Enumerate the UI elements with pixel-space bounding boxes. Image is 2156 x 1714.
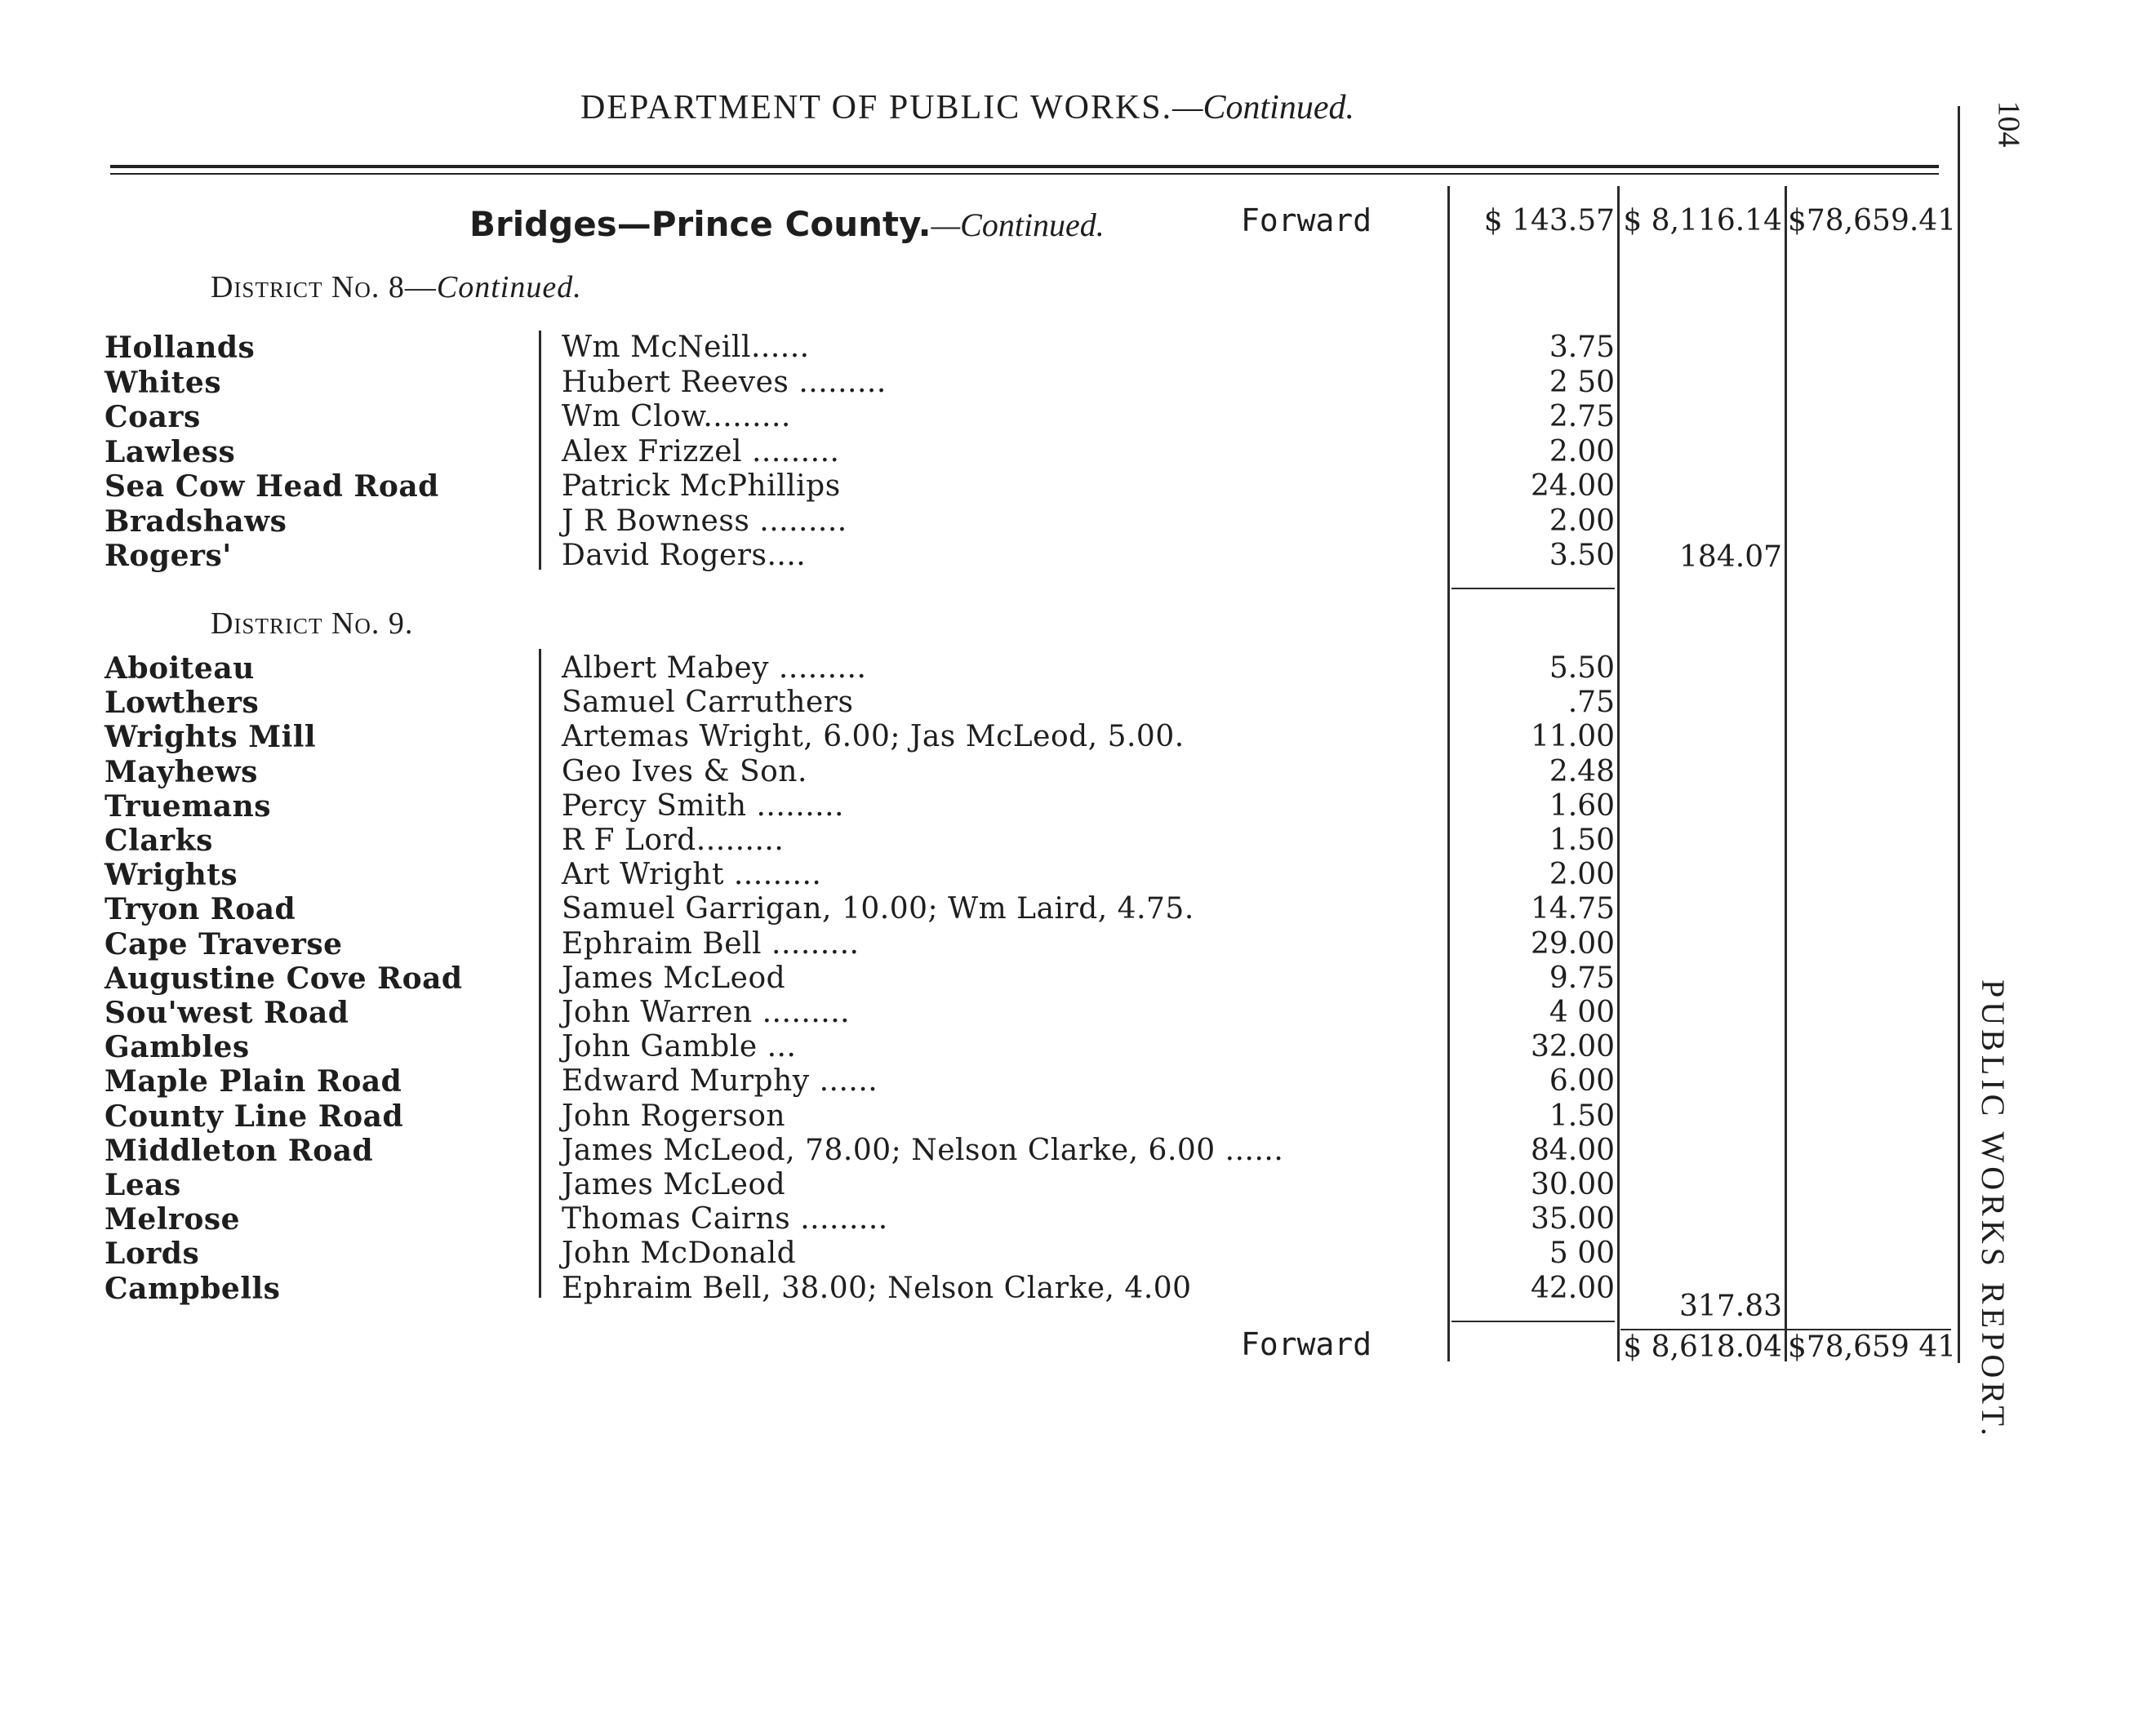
header-rule-thick bbox=[110, 165, 1939, 168]
payee-name: R F Lord......... bbox=[562, 824, 785, 857]
header-rule-thin bbox=[110, 173, 1939, 175]
amount-value: 3.75 bbox=[1549, 331, 1615, 364]
table-row bbox=[0, 1030, 2156, 1064]
payee-name: J R Bowness ......... bbox=[562, 504, 847, 538]
table-row bbox=[0, 469, 2156, 504]
section-title-suffix: —Continued. bbox=[931, 206, 1105, 243]
payee-name: John Warren ......... bbox=[562, 996, 851, 1029]
payee-name: John Rogerson bbox=[562, 1099, 786, 1133]
amount-value: 11.00 bbox=[1530, 720, 1615, 754]
payee-name: Geo Ives & Son. bbox=[562, 754, 807, 788]
district-8-total-rule bbox=[1451, 588, 1615, 589]
table-row bbox=[0, 1202, 2156, 1237]
amount-value: 5.50 bbox=[1549, 651, 1615, 685]
amount-value: 84.00 bbox=[1530, 1133, 1615, 1167]
table-row bbox=[0, 1099, 2156, 1134]
table-row bbox=[0, 789, 2156, 824]
forward-top-col1: $ 143.57 bbox=[1483, 204, 1615, 238]
bridge-location: Whites bbox=[104, 365, 222, 400]
amount-value: 29.00 bbox=[1530, 926, 1615, 961]
table-row bbox=[0, 1134, 2156, 1168]
amount-value: 1.50 bbox=[1549, 1099, 1615, 1133]
bridge-location: Wrights Mill bbox=[104, 720, 317, 755]
bridge-location: Middleton Road bbox=[104, 1133, 374, 1168]
payee-name: David Rogers.... bbox=[562, 539, 807, 572]
bridge-location: Wrights bbox=[104, 858, 238, 893]
district-8-heading-suffix: Continued. bbox=[436, 270, 582, 304]
table-row bbox=[0, 686, 2156, 720]
bridge-location: Cape Traverse bbox=[104, 926, 343, 961]
payee-name: James McLeod, 78.00; Nelson Clarke, 6.00 ...... bbox=[562, 1133, 1284, 1167]
amount-value: 42.00 bbox=[1530, 1271, 1615, 1305]
bridge-location: Lowthers bbox=[104, 686, 260, 721]
bridge-location: Lords bbox=[104, 1237, 200, 1272]
section-title bbox=[469, 204, 1105, 244]
header-title-suffix: —Continued. bbox=[1172, 89, 1354, 127]
amount-value: .75 bbox=[1567, 686, 1615, 720]
bridge-location: Sou'west Road bbox=[104, 996, 349, 1030]
payee-name: Artemas Wright, 6.00; Jas McLeod, 5.00. bbox=[562, 720, 1185, 754]
forward-top-col3: $78,659.41 bbox=[1788, 204, 1957, 238]
bridge-location: Tryon Road bbox=[104, 892, 296, 927]
amount-value: 6.00 bbox=[1549, 1064, 1615, 1099]
bridge-location: Coars bbox=[104, 400, 201, 434]
table-row bbox=[0, 331, 2156, 365]
table-row bbox=[0, 1168, 2156, 1202]
running-head-vertical: PUBLIC WORKS REPORT. bbox=[1975, 979, 2012, 1440]
payee-name: Ephraim Bell, 38.00; Nelson Clarke, 4.00 bbox=[562, 1271, 1192, 1305]
bridge-location: Gambles bbox=[104, 1030, 250, 1065]
bridge-location: Rogers' bbox=[104, 539, 232, 573]
district-8-heading-text: District No. 8— bbox=[211, 270, 437, 304]
bridge-location: Aboiteau bbox=[104, 651, 255, 686]
district-8-heading bbox=[211, 269, 582, 305]
amount-value: 1.50 bbox=[1549, 824, 1615, 857]
page-number: 104 bbox=[1991, 100, 2026, 148]
amount-value: 2 50 bbox=[1549, 365, 1615, 399]
table-row bbox=[0, 961, 2156, 996]
payee-name: Patrick McPhillips bbox=[562, 469, 841, 503]
table-row bbox=[0, 539, 2156, 573]
bridge-location: Mayhews bbox=[104, 754, 258, 789]
table-row bbox=[0, 858, 2156, 892]
table-row bbox=[0, 927, 2156, 961]
amount-value: 2.00 bbox=[1549, 504, 1615, 538]
table-row bbox=[0, 755, 2156, 789]
amount-value: 2.48 bbox=[1549, 754, 1615, 788]
payee-name: Alex Frizzel ......... bbox=[562, 434, 840, 468]
forward-bottom-label: Forward bbox=[1241, 1326, 1372, 1362]
bridge-location: Bradshaws bbox=[104, 504, 287, 539]
payee-name: James McLeod bbox=[562, 961, 786, 995]
payee-name: Wm Clow......... bbox=[562, 400, 791, 433]
bridge-location: Lawless bbox=[104, 434, 236, 469]
forward-top-label: Forward bbox=[1241, 202, 1372, 238]
amount-value: 32.00 bbox=[1530, 1030, 1615, 1064]
payee-name: Samuel Garrigan, 10.00; Wm Laird, 4.75. bbox=[562, 892, 1194, 926]
district-8-subtotal: 184.07 bbox=[1679, 540, 1782, 574]
payee-name: Albert Mabey ......... bbox=[562, 651, 867, 685]
amount-value: 3.50 bbox=[1549, 539, 1615, 572]
table-row bbox=[0, 651, 2156, 686]
amount-value: 9.75 bbox=[1549, 961, 1615, 995]
table-row bbox=[0, 366, 2156, 400]
bridge-location: Clarks bbox=[104, 824, 213, 858]
bridge-location: Augustine Cove Road bbox=[104, 961, 463, 996]
forward-bottom-col3: $78,659 41 bbox=[1788, 1330, 1957, 1364]
table-row bbox=[0, 892, 2156, 926]
amount-value: 4 00 bbox=[1549, 996, 1615, 1029]
amount-value: 2.75 bbox=[1549, 400, 1615, 433]
district-9-heading: District No. 9. bbox=[211, 606, 414, 641]
header-title: DEPARTMENT OF PUBLIC WORKS. bbox=[580, 89, 1173, 127]
table-row bbox=[0, 1064, 2156, 1099]
district-9-total-rule bbox=[1451, 1321, 1615, 1322]
district-9-subtotal: 317.83 bbox=[1679, 1290, 1782, 1323]
payee-name: James McLeod bbox=[562, 1168, 786, 1201]
payee-name: Hubert Reeves ......... bbox=[562, 365, 887, 399]
amount-value: 1.60 bbox=[1549, 788, 1615, 823]
table-row bbox=[0, 824, 2156, 858]
bridge-location: Truemans bbox=[104, 788, 272, 824]
payee-name: Wm McNeill...... bbox=[562, 331, 810, 364]
payee-name: John Gamble ... bbox=[562, 1030, 797, 1064]
amount-value: 14.75 bbox=[1530, 892, 1615, 926]
forward-top-col2: $ 8,116.14 bbox=[1623, 204, 1782, 238]
bridge-location: Campbells bbox=[104, 1271, 281, 1306]
section-title-text: Bridges—Prince County. bbox=[469, 204, 931, 244]
bridge-location: Leas bbox=[104, 1168, 181, 1202]
payee-name: Ephraim Bell ......... bbox=[562, 926, 860, 961]
table-row bbox=[0, 400, 2156, 434]
bridge-location: Sea Cow Head Road bbox=[104, 469, 439, 504]
table-row bbox=[0, 504, 2156, 539]
bridge-location: Hollands bbox=[104, 331, 256, 365]
amount-value: 35.00 bbox=[1530, 1202, 1615, 1237]
amount-value: 24.00 bbox=[1530, 469, 1615, 503]
payee-name: Edward Murphy ...... bbox=[562, 1064, 878, 1099]
bridge-location: Maple Plain Road bbox=[104, 1064, 402, 1099]
payee-name: Art Wright ......... bbox=[562, 858, 822, 892]
forward-bottom-col2: $ 8,618.04 bbox=[1623, 1330, 1782, 1364]
payee-name: Percy Smith ......... bbox=[562, 788, 844, 823]
bridge-location: Melrose bbox=[104, 1202, 241, 1237]
table-row bbox=[0, 1272, 2156, 1306]
amount-value: 5 00 bbox=[1549, 1237, 1615, 1271]
payee-name: Samuel Carruthers bbox=[562, 686, 854, 720]
table-row bbox=[0, 996, 2156, 1030]
bridge-location: County Line Road bbox=[104, 1099, 404, 1134]
table-row bbox=[0, 1237, 2156, 1271]
amount-value: 30.00 bbox=[1530, 1168, 1615, 1201]
table-row bbox=[0, 720, 2156, 754]
table-row bbox=[0, 435, 2156, 469]
amount-value: 2.00 bbox=[1549, 434, 1615, 468]
payee-name: John McDonald bbox=[562, 1237, 797, 1271]
page-header bbox=[106, 88, 1829, 127]
payee-name: Thomas Cairns ......... bbox=[562, 1202, 888, 1237]
amount-value: 2.00 bbox=[1549, 858, 1615, 892]
